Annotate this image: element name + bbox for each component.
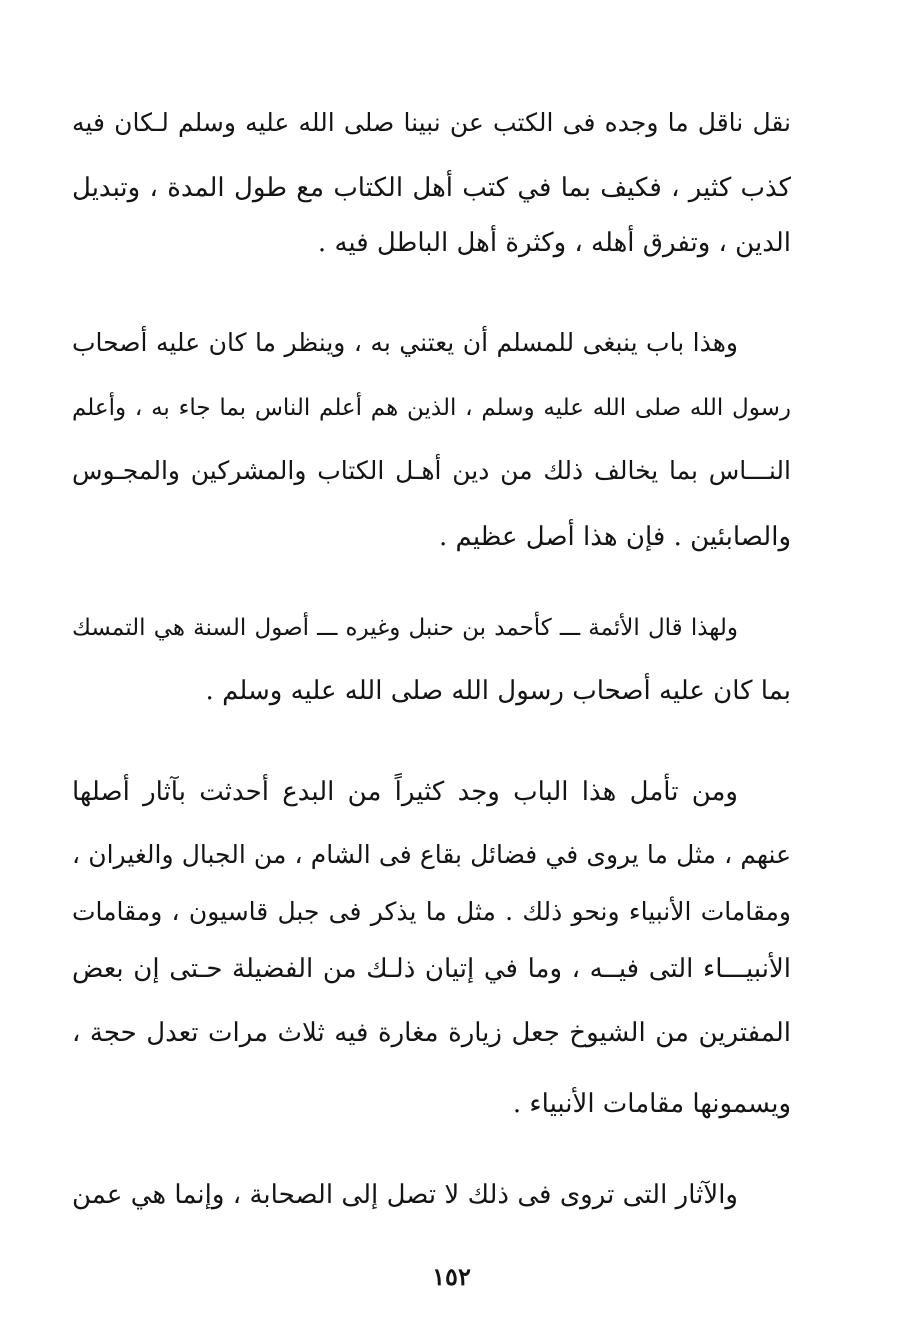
- text-line: بما كان عليه أصحاب رسول الله صلى الله عليه وسلم .: [205, 676, 791, 706]
- text-line: وهذا باب ينبغى للمسلم أن يعتني به ، وينظر ما كان عليه أصحاب: [72, 328, 738, 357]
- text-line: عنهم ، مثل ما يروى في فضائل بقاع فى الشام ، من الجبال والغيران ،: [72, 840, 791, 869]
- text-line: نقل ناقل ما وجده فى الكتب عن نبينا صلى الله عليه وسلم لـكان فيه: [72, 108, 791, 137]
- text-line: الأنبيـــاء التى فيــه ، وما في إتيان ذلـك من الفضيلة حـتى إن بعض: [72, 954, 791, 984]
- page-number: ١٥٢: [432, 1262, 471, 1291]
- text-line: ولهذا قال الأئمة ـــ كأحمد بن حنبل وغيره ـــ أصول السنة هي التمسك: [72, 615, 738, 641]
- text-line: المفترين من الشيوخ جعل زيارة مغارة فيه ثلاث مرات تعدل حجة ،: [72, 1018, 791, 1048]
- text-line: والصابئين . فإن هذا أصل عظيم .: [438, 522, 791, 552]
- text-line: النـــاس بما يخالف ذلك من دين أهـل الكتاب والمشركين والمجـوس: [72, 456, 791, 485]
- text-line: رسول الله صلى الله عليه وسلم ، الذين هم أعلم الناس بما جاء به ، وأعلم: [72, 395, 791, 421]
- text-line: ومن تأمل هذا الباب وجد كثيراً من البدع أحدثت بآثار أصلها: [72, 777, 738, 807]
- text-line: ومقامات الأنبياء ونحو ذلك . مثل ما يذكر فى جبل قاسيون ، ومقامات: [72, 897, 791, 926]
- text-line: ويسمونها مقامات الأنبياء .: [512, 1089, 791, 1119]
- text-line: والآثار التى تروى فى ذلك لا تصل إلى الصحابة ، وإنما هي عمن: [72, 1180, 738, 1210]
- text-line: الدين ، وتفرق أهله ، وكثرة أهل الباطل فيه .: [317, 228, 791, 258]
- text-line: كذب كثير ، فكيف بما في كتب أهل الكتاب مع طول المدة ، وتبديل: [72, 173, 791, 203]
